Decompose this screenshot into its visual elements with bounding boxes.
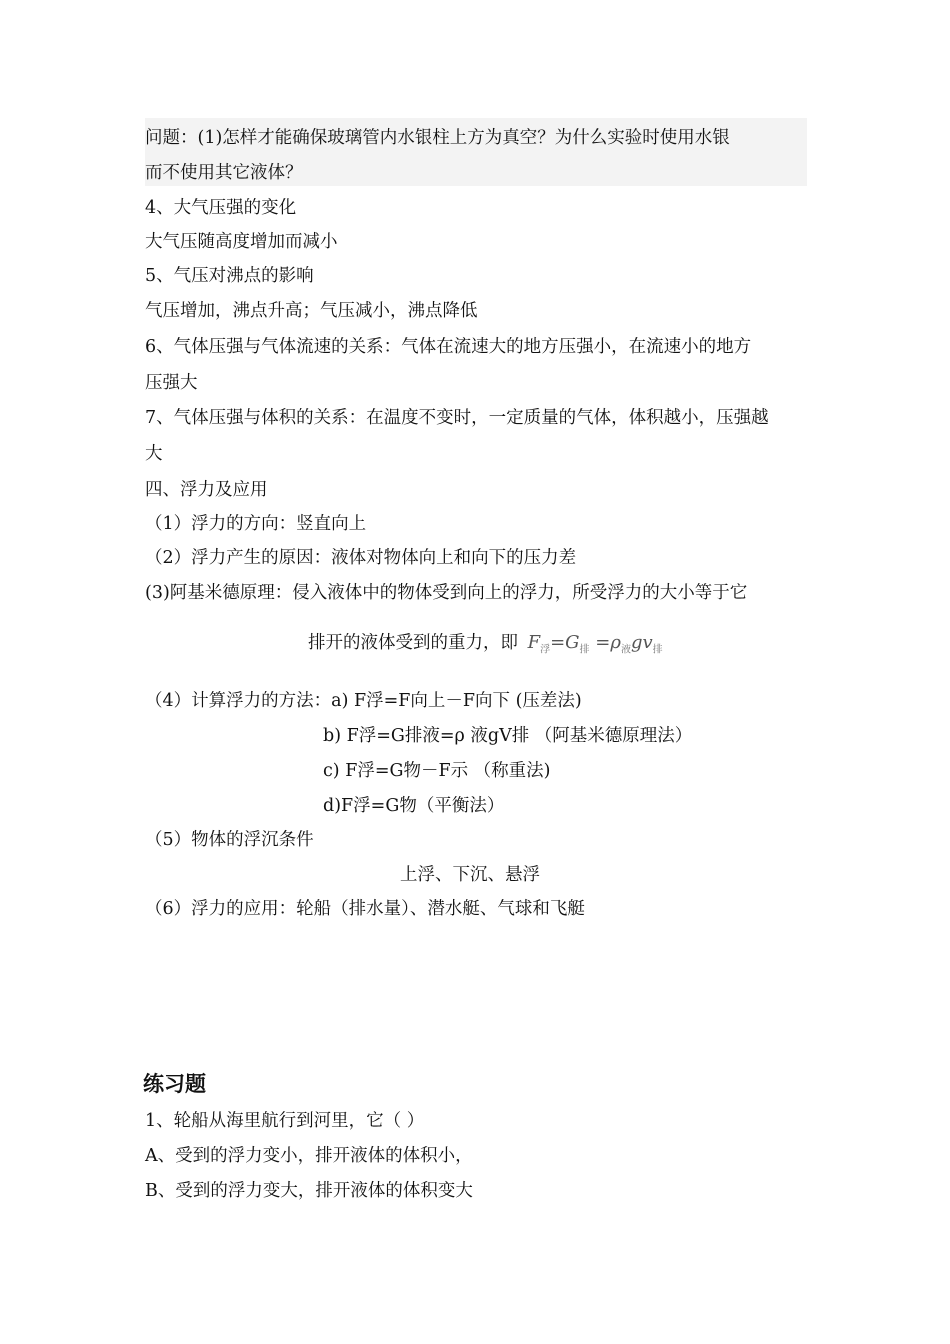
formula-intro: 排开的液体受到的重力，即 — [308, 633, 518, 653]
text-line: （2）浮力产生的原因：液体对物体向上和向下的压力差 — [145, 548, 577, 568]
section-heading: 四、浮力及应用 — [145, 480, 268, 500]
text-line: 压强大 — [145, 373, 198, 393]
text-line: 大 — [145, 444, 163, 464]
text-line: d)F浮=G物（平衡法） — [323, 796, 505, 816]
buoyancy-formula: $F_浮=G_排 =\rho_液gv_排$ — [527, 632, 663, 656]
text-line: 而不使用其它液体？ — [145, 163, 303, 183]
text-line: （4）计算浮力的方法：a) F浮=F向上－F向下 (压差法) — [145, 691, 582, 711]
question-text: 1、轮船从海里航行到河里，它（ ） — [145, 1111, 425, 1131]
text-line: c) F浮=G物－F示 （称重法) — [323, 761, 551, 781]
answer-option-b: B、受到的浮力变大，排开液体的体积变大 — [145, 1181, 473, 1201]
text-line: 问题：(1)怎样才能确保玻璃管内水银柱上方为真空？为什么实验时使用水银 — [145, 128, 730, 148]
text-line: 上浮、下沉、悬浮 — [400, 865, 540, 885]
text-line: 气压增加，沸点升高；气压减小，沸点降低 — [145, 301, 478, 321]
answer-option-a: A、受到的浮力变小，排开液体的体积小， — [145, 1146, 473, 1166]
text-line: （6）浮力的应用：轮船（排水量）、潜水艇、气球和飞艇 — [145, 899, 585, 919]
formula-line — [308, 632, 728, 662]
exercises-heading: 练习题 — [143, 1072, 206, 1096]
section-heading: 5、气压对沸点的影响 — [145, 266, 314, 286]
text-line: b) F浮=G排液=ρ 液gV排 （阿基米德原理法） — [323, 726, 693, 746]
text-line: 7、气体压强与体积的关系：在温度不变时，一定质量的气体，体积越小，压强越 — [145, 408, 769, 428]
section-heading: 4、大气压强的变化 — [145, 198, 297, 218]
text-line: （1）浮力的方向：竖直向上 — [145, 514, 367, 534]
text-line: (3)阿基米德原理：侵入液体中的物体受到向上的浮力，所受浮力的大小等于它 — [145, 583, 748, 603]
text-line: 6、气体压强与气体流速的关系：气体在流速大的地方压强小，在流速小的地方 — [145, 337, 752, 357]
text-line: （5）物体的浮沉条件 — [145, 830, 314, 850]
text-line: 大气压随高度增加而减小 — [145, 232, 338, 252]
